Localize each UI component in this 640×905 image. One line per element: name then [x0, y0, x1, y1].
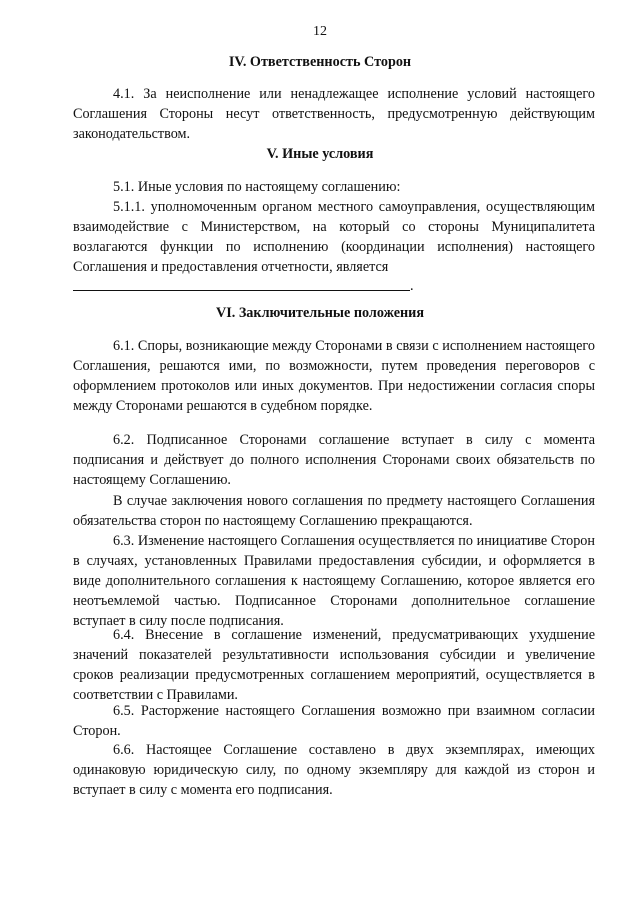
paragraph-6-3: 6.3. Изменение настоящего Соглашения осуществляется по инициативе Сторон в случаях, установленных Правилами предоставления субсидии, и оформляется в виде дополнительного соглашения к настоящему Соглашению, которое является его неотъемлемой частью. Подписанное Сторонами дополнительное соглашение вступает в силу после подписания.	[73, 533, 595, 629]
blank-fill-line	[73, 290, 410, 291]
paragraph-5-1-1: 5.1.1. уполномоченным органом местного самоуправления, осуществляющим взаимодействие с Министерством, на который со стороны Муниципалитета возлагаются функции по исполнению (координации исполнения) настоящего Соглашения и предоставления отчетности, является	[73, 199, 595, 275]
blank-line-end: .	[410, 278, 414, 294]
paragraph-6-5: 6.5. Расторжение настоящего Соглашения возможно при взаимном согласии Сторон.	[73, 703, 595, 739]
paragraph-6-6: 6.6. Настоящее Соглашение составлено в двух экземплярах, имеющих одинаковую юридическую силу, по одному экземпляру для каждой из сторон и вступает в силу с момента его подписания.	[73, 742, 595, 798]
paragraph-5-1: 5.1. Иные условия по настоящему соглашению:	[113, 179, 401, 195]
page-number: 12	[313, 24, 327, 39]
paragraph-6-2: 6.2. Подписанное Сторонами соглашение вступает в силу с момента подписания и действует до полного исполнения Сторонами своих обязательств по настоящему Соглашению.	[73, 432, 595, 488]
paragraph-4-1: 4.1. За неисполнение или ненадлежащее исполнение условий настоящего Соглашения Стороны несут ответственность, предусмотренную действующим законодательством.	[73, 86, 595, 142]
paragraph-6-2-new-agreement: В случае заключения нового соглашения по предмету настоящего Соглашения обязательства сторон по настоящему Соглашению прекращаются.	[73, 493, 595, 529]
paragraph-6-1: 6.1. Споры, возникающие между Сторонами в связи с исполнением настоящего Соглашения, решаются ими, по возможности, путем проведения переговоров с оформлением протоколов или иных документов. При недостижении согласия споры между Сторонами решаются в судебном порядке.	[73, 338, 595, 414]
section-5-heading: V. Иные условия	[266, 146, 374, 162]
section-6-heading: VI. Заключительные положения	[215, 305, 425, 321]
paragraph-6-4: 6.4. Внесение в соглашение изменений, предусматривающих ухудшение значений показателей результативности использования субсидии и увеличение сроков реализации предусмотренных соглашением мероприятий, осуществляется в соответствии с Правилами.	[73, 627, 595, 703]
section-4-heading: IV. Ответственность Сторон	[228, 54, 412, 70]
